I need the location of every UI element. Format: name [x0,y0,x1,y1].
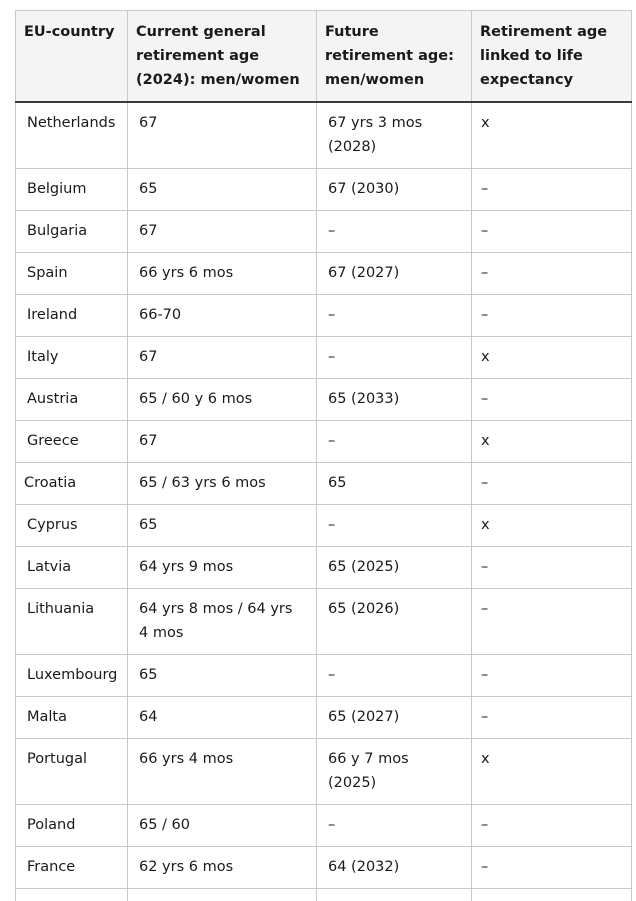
cell-country: Lithuania [16,589,128,655]
table-row [16,379,632,421]
cell-linked: – [472,169,632,211]
cell-linked: x [472,421,632,463]
table-row [16,505,632,547]
cell-linked: – [472,697,632,739]
cell-future-age: – [317,295,472,337]
cell-current-age: 66 yrs 6 mos [128,253,317,295]
cell-linked: x [472,505,632,547]
table-row [16,295,632,337]
cell-current-age: 64 yrs 8 mos / 64 yrs 4 mos [128,589,317,655]
cell-current-age: 67 [128,337,317,379]
cell-linked: – [472,547,632,589]
cell-country: Greece [16,421,128,463]
cell-linked: x [472,739,632,805]
table-row [16,655,632,697]
cell-future-age: – [317,805,472,847]
cell-current-age: 66-70 [128,295,317,337]
cell-future-age: 66 y 7 mos (2025) [317,739,472,805]
cell-current-age: 66 yrs 4 mos [128,739,317,805]
cell-current-age: 62 yrs 6 mos [128,847,317,889]
cell-current-age: 65 / 60 y 6 mos [128,379,317,421]
cell-future-age: – [317,211,472,253]
cell-future-age: – [317,421,472,463]
cell-future-age: 65 (2027) [317,697,472,739]
table-row [16,463,632,505]
table-row [16,169,632,211]
cell-future-age: 64 (2032) [317,847,472,889]
cell-country: Italy [16,337,128,379]
cell-empty [317,889,472,901]
cell-country: Croatia [16,463,128,505]
cell-linked: – [472,295,632,337]
cell-country: Spain [16,253,128,295]
cell-country: Netherlands [16,102,128,169]
retirement-age-table [15,10,632,901]
table-row [16,697,632,739]
cell-country: Malta [16,697,128,739]
cell-country: Poland [16,805,128,847]
cell-linked: – [472,655,632,697]
cell-empty [16,889,128,901]
cell-linked: – [472,253,632,295]
cell-future-age: 65 (2025) [317,547,472,589]
cell-future-age: 67 yrs 3 mos (2028) [317,102,472,169]
cell-linked: – [472,805,632,847]
cell-current-age: 64 [128,697,317,739]
table-row [16,211,632,253]
retirement-age-table-container [15,10,631,901]
cell-linked: – [472,589,632,655]
header-row [16,11,632,103]
cell-future-age: – [317,655,472,697]
cell-current-age: 67 [128,102,317,169]
header-future-age: Future retirement age: men/women [317,11,472,103]
cell-future-age: 65 (2026) [317,589,472,655]
cell-country: Luxembourg [16,655,128,697]
cell-future-age: 65 (2033) [317,379,472,421]
cell-country: Latvia [16,547,128,589]
cell-country: Austria [16,379,128,421]
table-row-cut-off [16,889,632,901]
table-row [16,421,632,463]
cell-current-age: 65 [128,169,317,211]
cell-linked: – [472,211,632,253]
cell-future-age: 65 [317,463,472,505]
table-row [16,547,632,589]
cell-country: Belgium [16,169,128,211]
cell-country: France [16,847,128,889]
cell-country: Bulgaria [16,211,128,253]
cell-country: Cyprus [16,505,128,547]
header-linked-life-expectancy: Retirement age linked to life expectancy [472,11,632,103]
cell-future-age: – [317,505,472,547]
cell-current-age: 67 [128,421,317,463]
cell-linked: – [472,847,632,889]
table-row [16,589,632,655]
cell-current-age: 65 / 60 [128,805,317,847]
table-body [16,102,632,901]
cell-current-age: 65 [128,505,317,547]
table-row [16,102,632,169]
cell-country: Ireland [16,295,128,337]
table-header [16,11,632,103]
cell-linked: – [472,379,632,421]
cell-empty [472,889,632,901]
cell-country: Portugal [16,739,128,805]
header-country: EU-country [16,11,128,103]
cell-linked: x [472,102,632,169]
table-row [16,847,632,889]
table-row [16,739,632,805]
cell-future-age: 67 (2030) [317,169,472,211]
cell-linked: x [472,337,632,379]
cell-empty [128,889,317,901]
cell-current-age: 65 / 63 yrs 6 mos [128,463,317,505]
cell-linked: – [472,463,632,505]
header-current-age: Current general retirement age (2024): men/women [128,11,317,103]
cell-current-age: 65 [128,655,317,697]
cell-future-age: 67 (2027) [317,253,472,295]
table-row [16,337,632,379]
cell-future-age: – [317,337,472,379]
cell-current-age: 64 yrs 9 mos [128,547,317,589]
cell-current-age: 67 [128,211,317,253]
table-row [16,253,632,295]
